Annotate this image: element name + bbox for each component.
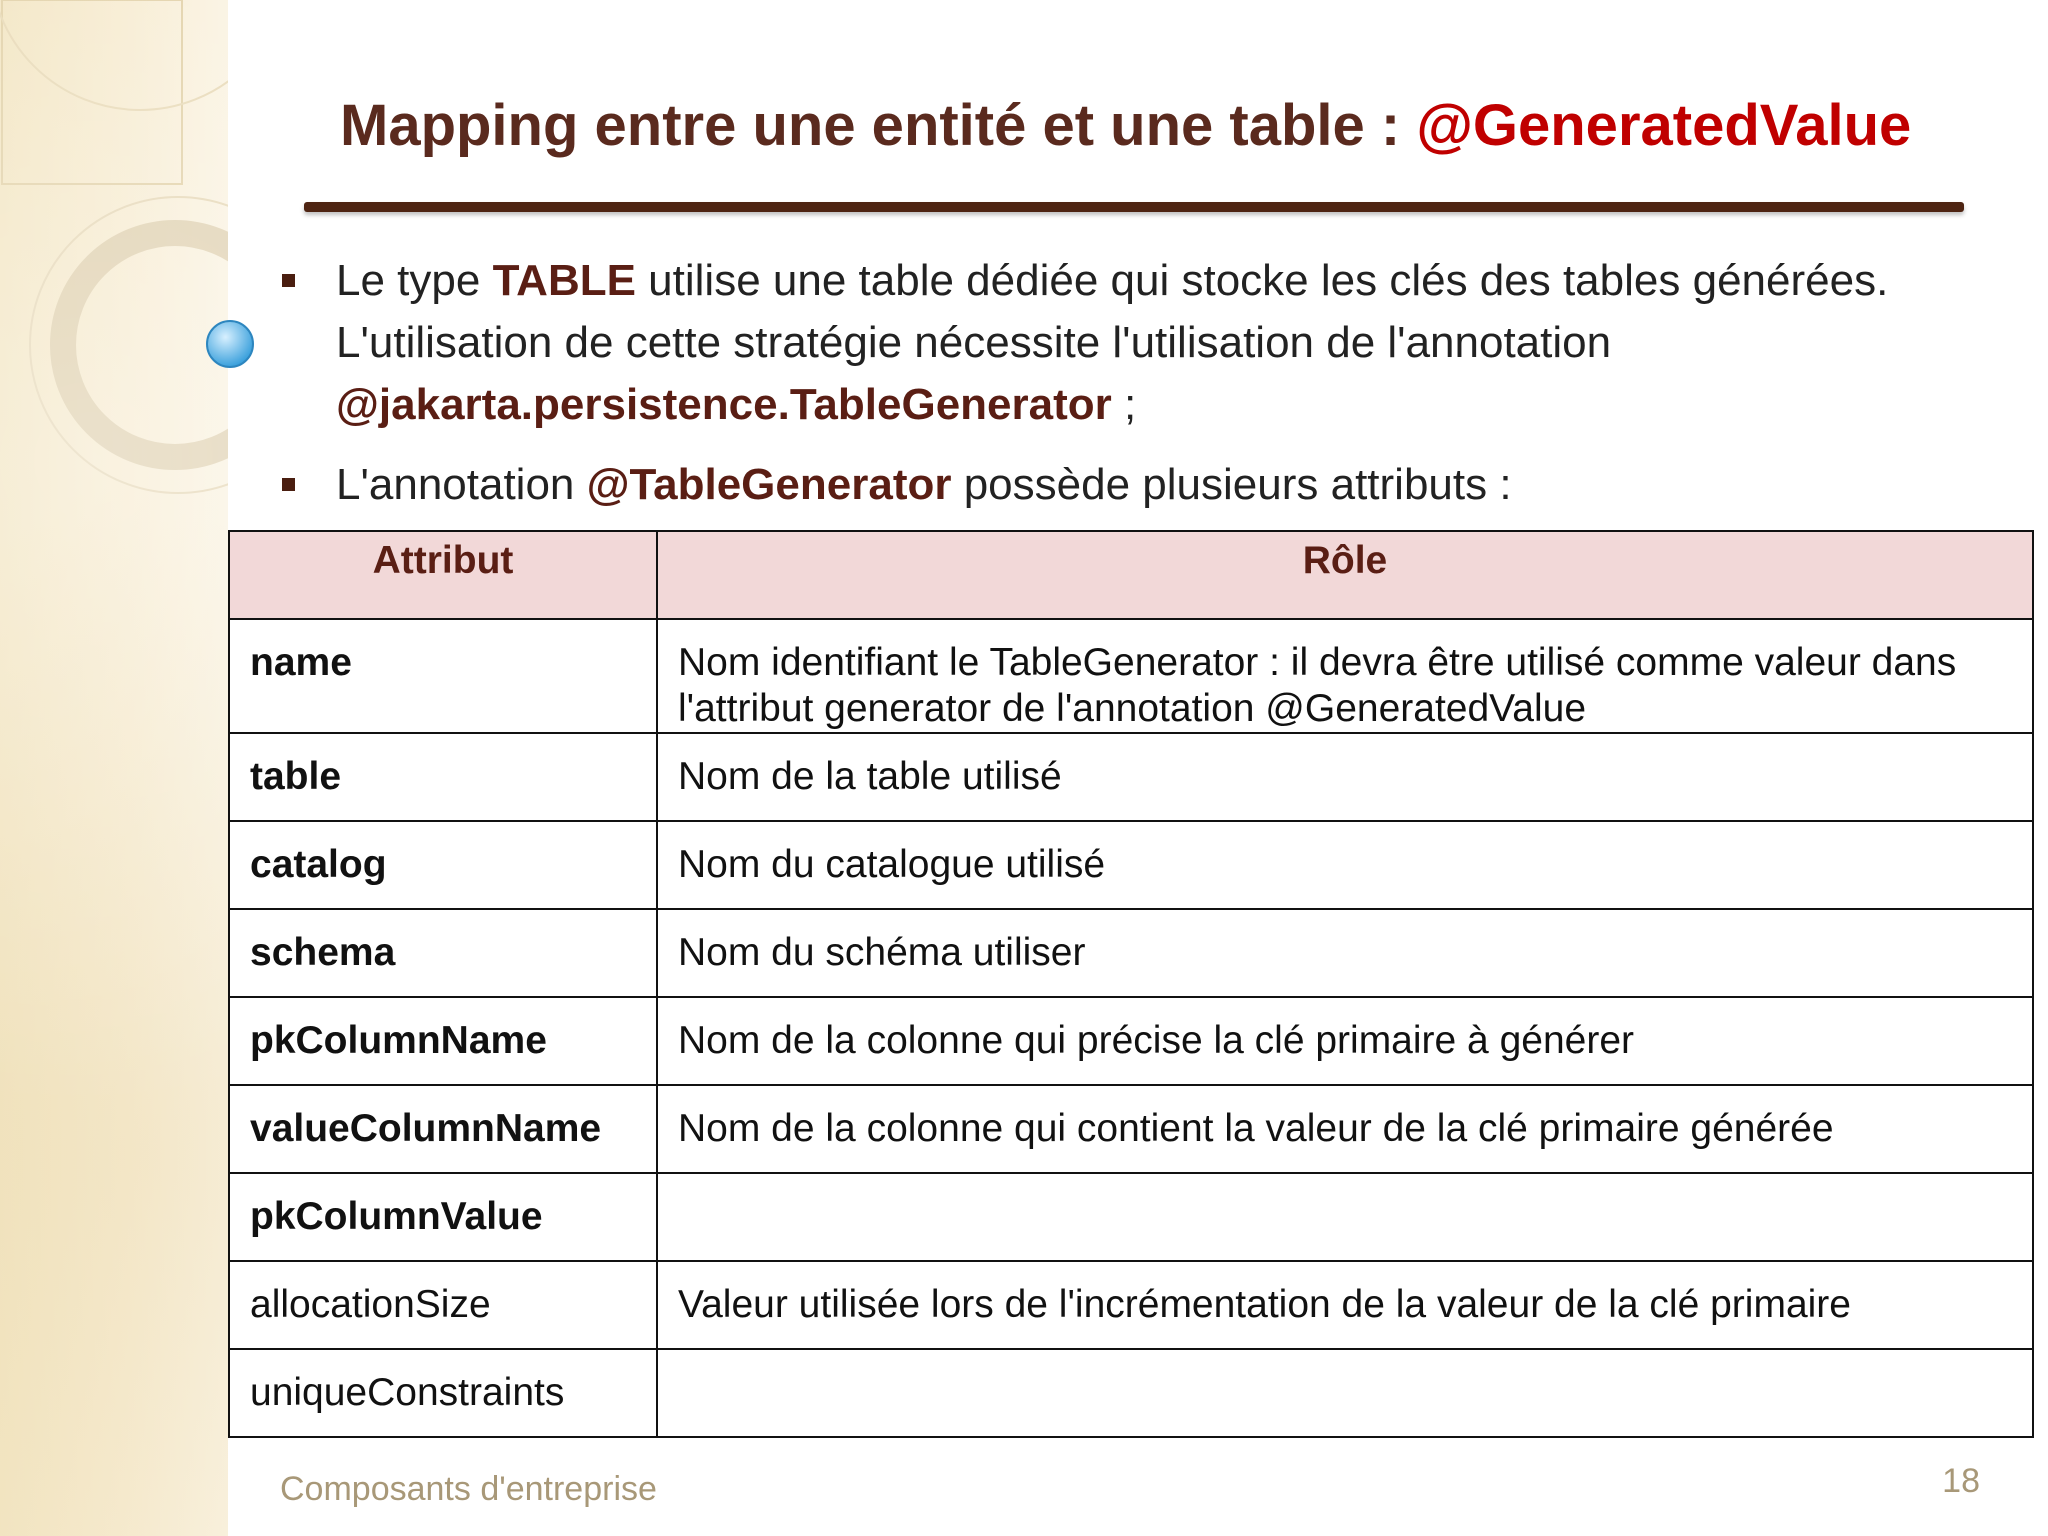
table-row [229, 1261, 2033, 1349]
decorative-sidebar [0, 0, 228, 1536]
bullet-text: utilise une table dédiée qui stocke les clés des tables générées. L'utilisation de cette stratégie nécessite l'utilisation de l'annotation [336, 256, 1889, 367]
title-accent: @GeneratedValue [1416, 93, 1912, 158]
attribute-name: pkColumnName [229, 997, 657, 1085]
bullet-table-type [336, 250, 1976, 436]
attribute-name: catalog [229, 821, 657, 909]
bullet-strong-text: TABLE [492, 256, 636, 305]
attribute-name: allocationSize [229, 1261, 657, 1349]
page-title [340, 92, 2020, 159]
table-row [229, 619, 2033, 733]
attributes-table [228, 530, 2034, 1438]
table-row [229, 1173, 2033, 1261]
attribute-name: pkColumnValue [229, 1173, 657, 1261]
bullet-square-icon [282, 274, 295, 287]
bullet-square-icon [282, 478, 295, 491]
attribute-role: Nom de la colonne qui précise la clé primaire à générer [657, 997, 2033, 1085]
attribute-name: schema [229, 909, 657, 997]
attribute-name: table [229, 733, 657, 821]
bullet-text: ; [1111, 380, 1137, 429]
footer-text: Composants d'entreprise [280, 1470, 657, 1508]
bullet-text: Le type [336, 256, 493, 305]
bullet-strong-text: @jakarta.persistence.TableGenerator [336, 380, 1112, 429]
table-row [229, 1085, 2033, 1173]
bullet-table-generator [336, 454, 1976, 516]
header-attribut: Attribut [229, 531, 657, 619]
table-row [229, 997, 2033, 1085]
circles-decoration [0, 0, 228, 520]
attribute-name: valueColumnName [229, 1085, 657, 1173]
table-header-row [229, 531, 2033, 619]
table-row [229, 821, 2033, 909]
bullet-strong-text: @TableGenerator [586, 460, 952, 509]
attribute-name: uniqueConstraints [229, 1349, 657, 1437]
table-row [229, 733, 2033, 821]
attribute-role: Nom du catalogue utilisé [657, 821, 2033, 909]
page-number: 18 [1942, 1462, 1980, 1500]
attribute-role [657, 1349, 2033, 1437]
title-main: Mapping entre une entité et une table : [340, 93, 1417, 158]
bullet-text: possède plusieurs attributs : [951, 460, 1512, 509]
attribute-role [657, 1173, 2033, 1261]
bullet-text: L'annotation [336, 460, 587, 509]
attribute-role: Nom identifiant le TableGenerator : il devra être utilisé comme valeur dans l'attribut generator de l'annotation @GeneratedValue [657, 619, 2033, 733]
attribute-role: Valeur utilisée lors de l'incrémentation de la valeur de la clé primaire [657, 1261, 2033, 1349]
attribute-name: name [229, 619, 657, 733]
attribute-role: Nom du schéma utiliser [657, 909, 2033, 997]
table-row [229, 909, 2033, 997]
blue-dot-decoration [204, 318, 256, 370]
attribute-role: Nom de la colonne qui contient la valeur de la clé primaire générée [657, 1085, 2033, 1173]
attribute-role: Nom de la table utilisé [657, 733, 2033, 821]
header-role: Rôle [657, 531, 2033, 619]
title-divider [304, 202, 1964, 212]
table-row [229, 1349, 2033, 1437]
